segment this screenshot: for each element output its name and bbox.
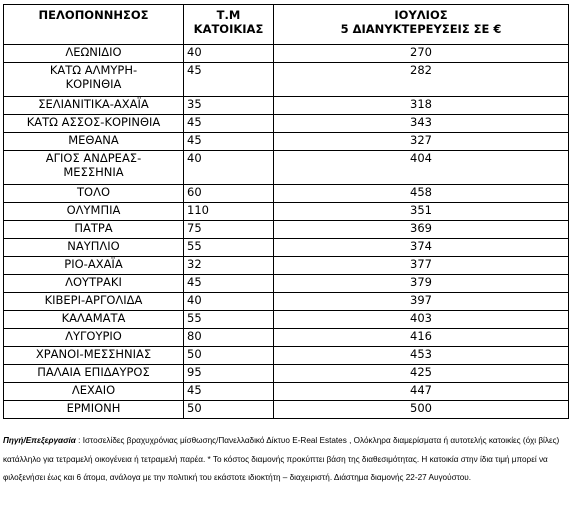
cost-cell: 379 — [274, 275, 569, 293]
place-name-line2: ΚΟΡΙΝΘΙΑ — [65, 77, 122, 91]
sqm-cell: 32 — [184, 257, 274, 275]
table-row — [4, 239, 569, 257]
table-row — [4, 45, 569, 63]
place-name: ΚΑΤΩ ΑΛΜΥΡΗ- — [49, 63, 138, 77]
place-name-line2: ΜΕΣΣΗΝΙΑ — [63, 165, 124, 179]
place-name: ΡΙΟ-ΑΧΑΪΑ — [64, 257, 123, 271]
table-row — [4, 203, 569, 221]
place-cell — [4, 293, 184, 311]
header-cost — [274, 5, 569, 45]
cost-cell: 327 — [274, 133, 569, 151]
header-sqm — [184, 5, 274, 45]
place-cell — [4, 115, 184, 133]
place-name: ΚΑΛΑΜΑΤΑ — [61, 311, 126, 325]
place-cell — [4, 63, 184, 97]
place-cell — [4, 239, 184, 257]
table-row — [4, 275, 569, 293]
place-name: ΛΟΥΤΡΑΚΙ — [65, 275, 122, 289]
cost-cell: 458 — [274, 185, 569, 203]
cost-cell: 403 — [274, 311, 569, 329]
sqm-cell: 60 — [184, 185, 274, 203]
cost-cell: 397 — [274, 293, 569, 311]
table-row — [4, 257, 569, 275]
table-row — [4, 221, 569, 239]
sqm-cell: 95 — [184, 365, 274, 383]
cost-cell: 369 — [274, 221, 569, 239]
cost-cell: 500 — [274, 401, 569, 419]
place-name: ΑΓΙΟΣ ΑΝΔΡΕΑΣ- — [45, 151, 142, 165]
source-note — [3, 432, 563, 488]
place-cell — [4, 221, 184, 239]
sqm-cell: 80 — [184, 329, 274, 347]
sqm-cell: 45 — [184, 63, 274, 97]
cost-cell: 416 — [274, 329, 569, 347]
table-body — [4, 45, 569, 419]
cost-cell: 270 — [274, 45, 569, 63]
table-row — [4, 63, 569, 97]
cost-cell: 453 — [274, 347, 569, 365]
table-row — [4, 401, 569, 419]
place-name: ΤΟΛΟ — [77, 185, 110, 199]
sqm-cell: 75 — [184, 221, 274, 239]
place-name: ΠΑΤΡΑ — [74, 221, 113, 235]
table-row — [4, 133, 569, 151]
place-name: ΚΑΤΩ ΑΣΣΟΣ-ΚΟΡΙΝΘΙΑ — [26, 115, 161, 129]
place-cell — [4, 365, 184, 383]
place-name: ΟΛΥΜΠΙΑ — [66, 203, 121, 217]
header-region — [4, 5, 184, 45]
sqm-cell: 40 — [184, 45, 274, 63]
place-name: ΧΡΑΝΟΙ-ΜΕΣΣΗΝΙΑΣ — [35, 347, 152, 361]
place-cell — [4, 257, 184, 275]
place-cell — [4, 151, 184, 185]
source-text: : Ιστοσελίδες βραχυχρόνιας μίσθωσης/Πανελλαδικό Δίκτυο E-Real Estates , Ολόκληρα διαμερίσματα ή αυτοτελής κατοικίες (όχι βίλες) κατάλληλο για τετραμελή οικογένεια ή τετραμελή παρέα. * Το κόστος διαμονής προκύπτει βάση της διαθεσιμότητας. Η κατοικία στην ίδια τιμή μπορεί να φιλοξενήσει έως και 6 άτομα, ανάλογα με την πολιτική του εκάστοτε ιδιοκτήτη – διαχειριστή. Διάστημα διαμονής 22-27 Αυγούστου. — [3, 436, 560, 482]
table-row — [4, 347, 569, 365]
sqm-cell: 55 — [184, 311, 274, 329]
place-name: ΕΡΜΙΟΝΗ — [66, 401, 121, 415]
cost-cell: 374 — [274, 239, 569, 257]
place-cell — [4, 275, 184, 293]
place-cell — [4, 203, 184, 221]
table-row — [4, 311, 569, 329]
cost-cell: 404 — [274, 151, 569, 185]
sqm-cell: 45 — [184, 383, 274, 401]
sqm-cell: 40 — [184, 151, 274, 185]
place-cell — [4, 185, 184, 203]
cost-cell: 318 — [274, 97, 569, 115]
place-cell — [4, 383, 184, 401]
place-name: ΝΑΥΠΛΙΟ — [67, 239, 120, 253]
sqm-cell: 50 — [184, 401, 274, 419]
table-row — [4, 115, 569, 133]
place-name: ΛΥΓΟΥΡΙΟ — [65, 329, 122, 343]
table-row — [4, 151, 569, 185]
place-cell — [4, 311, 184, 329]
header-region-label: ΠΕΛΟΠΟΝΝΗΣΟΣ — [38, 8, 149, 22]
table-header-row — [4, 5, 569, 45]
header-cost-line2: 5 ΔΙΑΝΥΚΤΕΡΕΥΣΕΙΣ ΣΕ € — [340, 22, 502, 36]
sqm-cell: 50 — [184, 347, 274, 365]
place-name: ΜΕΘΑΝΑ — [68, 133, 119, 147]
header-cost-line1: ΙΟΥΛΙΟΣ — [394, 8, 448, 22]
table-row — [4, 97, 569, 115]
place-cell — [4, 97, 184, 115]
sqm-cell: 35 — [184, 97, 274, 115]
header-sqm-line2: ΚΑΤΟΙΚΙΑΣ — [193, 22, 264, 36]
cost-cell: 282 — [274, 63, 569, 97]
place-name: ΛΕΧΑΙΟ — [71, 383, 116, 397]
table-row — [4, 185, 569, 203]
rental-cost-table — [3, 4, 569, 419]
place-cell — [4, 329, 184, 347]
place-cell — [4, 133, 184, 151]
table-row — [4, 329, 569, 347]
sqm-cell: 45 — [184, 275, 274, 293]
cost-cell: 447 — [274, 383, 569, 401]
header-sqm-line1: Τ.Μ — [216, 8, 241, 22]
place-cell — [4, 347, 184, 365]
place-name: ΛΕΩΝΙΔΙΟ — [65, 45, 122, 59]
sqm-cell: 40 — [184, 293, 274, 311]
table-row — [4, 365, 569, 383]
cost-cell: 425 — [274, 365, 569, 383]
cost-cell: 377 — [274, 257, 569, 275]
table-row — [4, 383, 569, 401]
place-name: ΣΕΛΙΑΝΙΤΙΚΑ-ΑΧΑΪΑ — [38, 97, 149, 111]
sqm-cell: 45 — [184, 115, 274, 133]
source-label: Πηγή/Επεξεργασία — [3, 436, 76, 445]
sqm-cell: 110 — [184, 203, 274, 221]
cost-cell: 351 — [274, 203, 569, 221]
sqm-cell: 45 — [184, 133, 274, 151]
cost-cell: 343 — [274, 115, 569, 133]
place-cell — [4, 45, 184, 63]
sqm-cell: 55 — [184, 239, 274, 257]
place-name: ΠΑΛΑΙΑ ΕΠΙΔΑΥΡΟΣ — [37, 365, 150, 379]
table-row — [4, 293, 569, 311]
place-cell — [4, 401, 184, 419]
place-name: ΚΙΒΕΡΙ-ΑΡΓΟΛΙΔΑ — [44, 293, 143, 307]
